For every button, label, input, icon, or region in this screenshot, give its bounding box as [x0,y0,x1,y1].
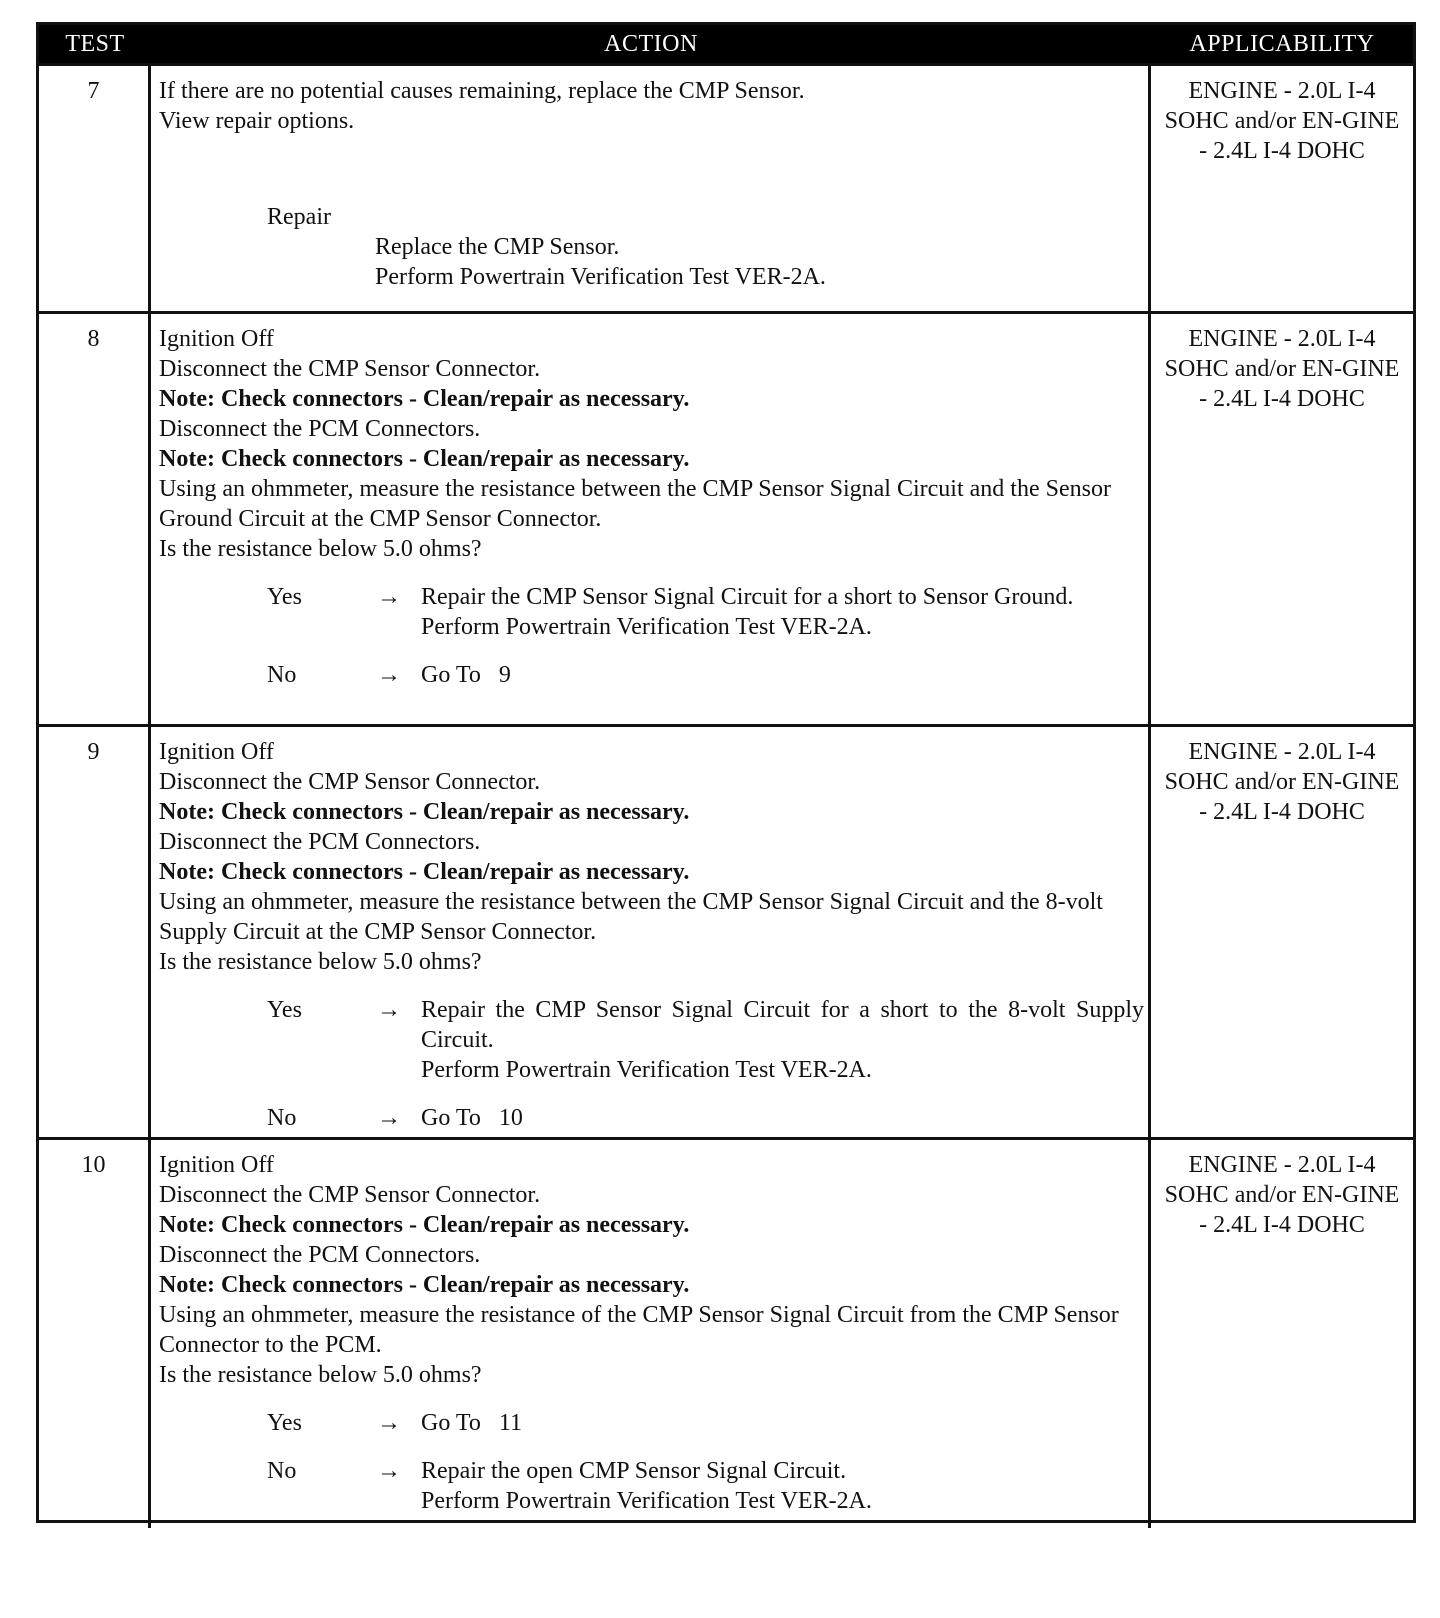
applicability-cell: ENGINE - 2.0L I-4 SOHC and/or EN-GINE - 2.4L I-4 DOHC [1164,739,1400,825]
action-text: Disconnect the CMP Sensor Connector. [159,769,541,795]
repair-label: Repair [267,204,331,230]
yes-label: Yes [267,584,302,610]
table-row [39,63,1413,311]
action-text: If there are no potential causes remaining, replace the CMP Sensor. [159,78,805,104]
action-text: Disconnect the PCM Connectors. [159,829,481,855]
arrow-icon: → [377,1410,401,1436]
action-text: Using an ohmmeter, measure the resistance of the CMP Sensor Signal Circuit from the CMP Sensor Connector to the PCM. [159,1302,1119,1358]
yes-option [267,1408,1144,1438]
header-action: ACTION [604,30,698,57]
action-cell [151,314,1151,724]
no-label: No [267,662,297,688]
action-text: Disconnect the CMP Sensor Connector. [159,1182,541,1208]
note-text: Note: Check connectors - Clean/repair as necessary. [159,799,690,825]
table-row [39,1137,1413,1520]
action-text: Using an ohmmeter, measure the resistance between the CMP Sensor Signal Circuit and the Sensor Ground Circuit at the CMP Sensor Connector. [159,476,1111,532]
result-text: Go To 11 [421,1410,522,1436]
no-option [267,1456,1144,1516]
header-applicability: APPLICABILITY [1189,30,1375,57]
header-test: TEST [65,30,125,57]
arrow-icon: → [377,584,401,610]
action-text: Disconnect the CMP Sensor Connector. [159,356,541,382]
no-label: No [267,1105,297,1131]
result-text: Perform Powertrain Verification Test VER-2A. [421,614,872,640]
repair-step: Perform Powertrain Verification Test VER-2A. [375,264,826,290]
action-text: View repair options. [159,108,355,134]
result-text: Repair the CMP Sensor Signal Circuit for a short to Sensor Ground. [421,584,1074,610]
no-option [267,1103,1144,1133]
action-cell [151,727,1151,1145]
note-text: Note: Check connectors - Clean/repair as necessary. [159,446,690,472]
action-text: Disconnect the PCM Connectors. [159,1242,481,1268]
note-text: Note: Check connectors - Clean/repair as necessary. [159,1212,690,1238]
table-row [39,724,1413,1137]
test-number: 10 [39,1140,151,1528]
yes-label: Yes [267,1410,302,1436]
action-text: Disconnect the PCM Connectors. [159,416,481,442]
test-number: 7 [39,66,151,311]
table-row [39,311,1413,724]
arrow-icon: → [377,1458,401,1484]
yes-label: Yes [267,997,302,1023]
test-table [36,22,1416,1523]
note-text: Note: Check connectors - Clean/repair as necessary. [159,386,690,412]
applicability-cell: ENGINE - 2.0L I-4 SOHC and/or EN-GINE - 2.4L I-4 DOHC [1164,1152,1400,1238]
action-text: Ignition Off [159,326,274,352]
test-number: 9 [39,727,151,1145]
note-text: Note: Check connectors - Clean/repair as necessary. [159,1272,690,1298]
yes-option [267,582,1144,642]
result-text: Perform Powertrain Verification Test VER-2A. [421,1057,872,1083]
action-text: Ignition Off [159,1152,274,1178]
test-number: 8 [39,314,151,724]
action-text: Is the resistance below 5.0 ohms? [159,949,482,975]
result-text: Perform Powertrain Verification Test VER-2A. [421,1488,872,1514]
yes-option [267,995,1144,1085]
action-text: Is the resistance below 5.0 ohms? [159,1362,482,1388]
no-label: No [267,1458,297,1484]
action-text: Ignition Off [159,739,274,765]
result-text: Go To 10 [421,1105,523,1131]
action-text: Using an ohmmeter, measure the resistance between the CMP Sensor Signal Circuit and the 8-volt Supply Circuit at the CMP Sensor Connector. [159,889,1103,945]
table-header [39,25,1413,63]
action-cell [151,66,1151,311]
result-text: Go To 9 [421,662,511,688]
applicability-cell: ENGINE - 2.0L I-4 SOHC and/or EN-GINE - 2.4L I-4 DOHC [1164,326,1400,412]
note-text: Note: Check connectors - Clean/repair as necessary. [159,859,690,885]
applicability-cell: ENGINE - 2.0L I-4 SOHC and/or EN-GINE - 2.4L I-4 DOHC [1164,78,1400,164]
arrow-icon: → [377,997,401,1023]
arrow-icon: → [377,1105,401,1131]
result-text: Repair the CMP Sensor Signal Circuit for a short to the 8-volt Supply Circuit. [421,997,1144,1053]
result-text: Repair the open CMP Sensor Signal Circuit. [421,1458,847,1484]
action-text: Is the resistance below 5.0 ohms? [159,536,482,562]
action-cell [151,1140,1151,1528]
repair-step: Replace the CMP Sensor. [375,234,620,260]
no-option [267,660,1144,690]
arrow-icon: → [377,662,401,688]
